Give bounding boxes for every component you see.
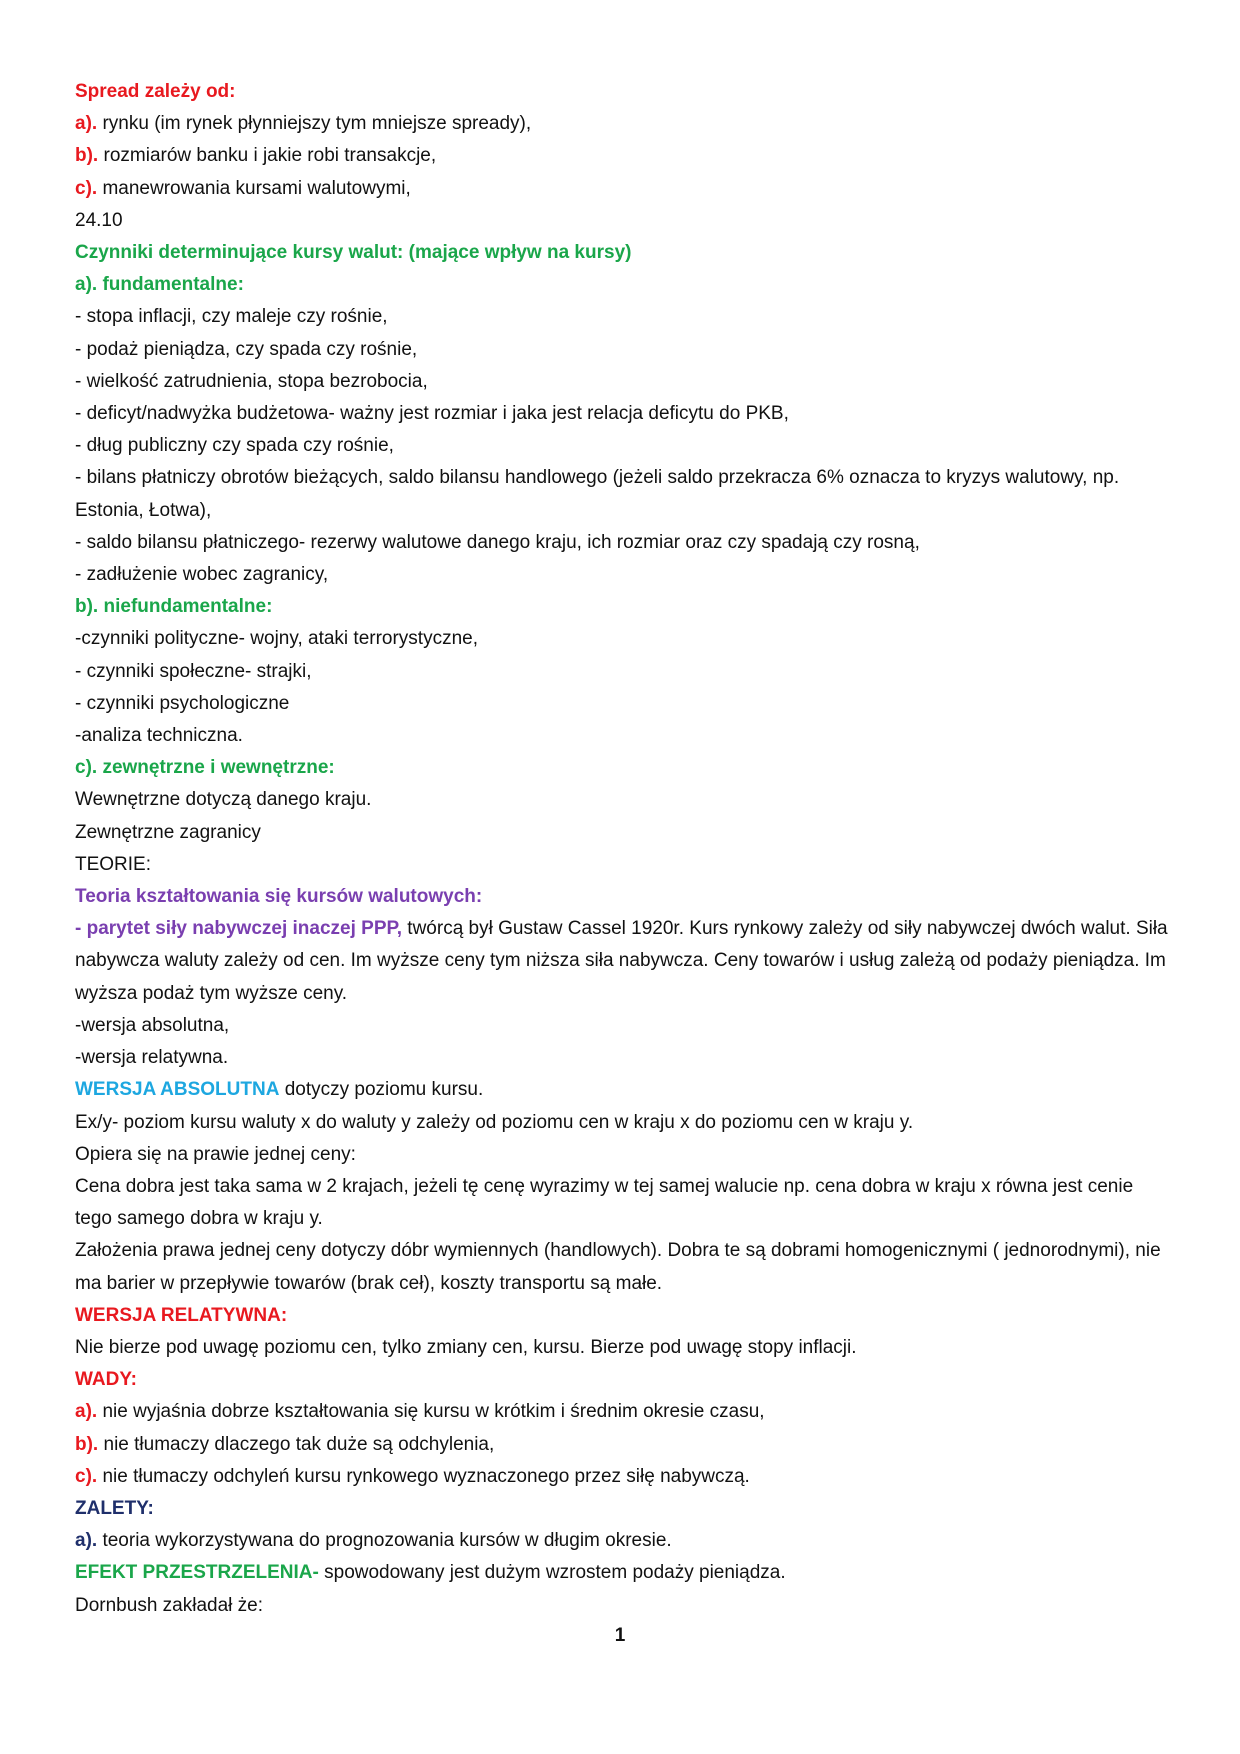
item-text: nie tłumaczy dlaczego tak duże są odchylenia, [98,1433,495,1455]
list-item [75,1396,1170,1428]
page-number: 1 [614,1625,626,1646]
item-marker: b). [75,1433,99,1455]
text-line [75,1074,1170,1106]
text-line: - czynniki społeczne- strajki, [75,660,312,682]
item-marker: c). [75,177,98,199]
item-text: nie tłumaczy odchyleń kursu rynkowego wyznaczonego przez siłę nabywczą. [97,1465,750,1487]
ppp-label: - parytet siły nabywczej inaczej PPP, [75,918,403,940]
text-line: Opiera się na prawie jednej ceny: [75,1143,356,1165]
text-line: - wielkość zatrudnienia, stopa bezrobocia, [75,370,428,392]
heading-teoria: Teoria kształtowania się kursów walutowych: [75,886,483,908]
text-line: - czynniki psychologiczne [75,692,290,714]
efekt-text: spowodowany jest dużym wzrostem podaży pieniądza. [318,1562,786,1584]
heading-spread: Spread zależy od: [75,81,236,102]
item-marker: c). [75,1465,98,1487]
list-item [75,1461,1170,1493]
item-marker: a). [75,1530,98,1552]
heading-zalety: ZALETY: [75,1497,154,1519]
text-line: - zadłużenie wobec zagranicy, [75,564,329,586]
text-line: Wewnętrzne dotyczą danego kraju. [75,789,372,811]
text-paragraph: Cena dobra jest taka sama w 2 krajach, jeżeli tę cenę wyrazimy w tej samej walucie np. cena dobra w kraju x równa jest cenie tego samego dobra w kraju y. [75,1175,1134,1230]
date-label: 24.10 [75,209,123,231]
heading-wady: WADY: [75,1369,137,1391]
efekt-label: EFEKT PRZESTRZELENIA- [75,1562,319,1584]
subheading-zewnetrzne: c). zewnętrzne i wewnętrzne: [75,757,335,779]
text-line: - saldo bilansu płatniczego- rezerwy walutowe danego kraju, ich rozmiar oraz czy spadają czy rosną, [75,531,920,553]
list-item [75,173,1170,205]
text-line: Zewnętrzne zagranicy [75,821,261,843]
text-line [75,1557,1170,1589]
text-line: Dornbush zakładał że: [75,1594,263,1616]
item-text: nie wyjaśnia dobrze kształtowania się kursu w krótkim i średnim okresie czasu, [97,1401,765,1423]
text-line: - podaż pieniądza, czy spada czy rośnie, [75,338,418,360]
list-item [75,1525,1170,1557]
text-paragraph: Założenia prawa jednej ceny dotyczy dóbr wymiennych (handlowych). Dobra te są dobrami homogenicznymi ( jednorodnymi), nie ma barier w przepływie towarów (brak ceł), koszty transportu są małe. [75,1240,1161,1294]
text-line: Nie bierze pod uwagę poziomu cen, tylko zmiany cen, kursu. Bierze pod uwagę stopy inflacji. [75,1336,857,1358]
page-content [75,76,1170,1622]
text-line: Ex/y- poziom kursu waluty x do waluty y zależy od poziomu cen w kraju x do poziomu cen w kraju y. [75,1111,914,1133]
text-line: -wersja absolutna, [75,1014,230,1036]
text-line: -analiza techniczna. [75,725,243,747]
text-line: - dług publiczny czy spada czy rośnie, [75,435,394,457]
item-marker: b). [75,145,99,167]
subheading-niefundamentalne: b). niefundamentalne: [75,596,273,618]
subheading-fundamentalne: a). fundamentalne: [75,274,244,296]
text-line: - stopa inflacji, czy maleje czy rośnie, [75,306,388,328]
item-text: teoria wykorzystywana do prognozowania kursów w długim okresie. [97,1530,672,1552]
list-item [75,1429,1170,1461]
ppp-text: twórcą był Gustaw Cassel 1920r. Kurs rynkowy zależy od siły nabywczej dwóch walut. Siła nabywcza waluty zależy od cen. Im wyższe ceny tym niższa siła nabywcza. Ceny towarów i usług zależą od podaży pieniądza. Im wyższa podaż tym wyższe ceny. [75,918,1168,1004]
text-line: TEORIE: [75,853,152,875]
absolute-label: WERSJA ABSOLUTNA [75,1079,280,1101]
text-paragraph: - bilans płatniczy obrotów bieżących, saldo bilansu handlowego (jeżeli saldo przekracza 6% oznacza to kryzys walutowy, np. Estonia, Łotwa), [75,467,1120,521]
item-text: rozmiarów banku i jakie robi transakcje, [98,145,437,167]
list-item [75,140,1170,172]
item-marker: a). [75,1401,98,1423]
item-text: manewrowania kursami walutowymi, [97,177,411,199]
text-line: - deficyt/nadwyżka budżetowa- ważny jest rozmiar i jaka jest relacja deficytu do PKB, [75,403,789,425]
heading-czynniki: Czynniki determinujące kursy walut: (mające wpływ na kursy) [75,242,632,264]
heading-relatywna: WERSJA RELATYWNA: [75,1304,288,1326]
item-text: rynku (im rynek płynniejszy tym mniejsze spready), [97,113,532,135]
text-line: -wersja relatywna. [75,1047,229,1069]
item-marker: a). [75,113,98,135]
absolute-text: dotyczy poziomu kursu. [279,1079,484,1101]
text-paragraph [75,913,1170,1010]
list-item [75,108,1170,140]
text-line: -czynniki polityczne- wojny, ataki terrorystyczne, [75,628,478,650]
